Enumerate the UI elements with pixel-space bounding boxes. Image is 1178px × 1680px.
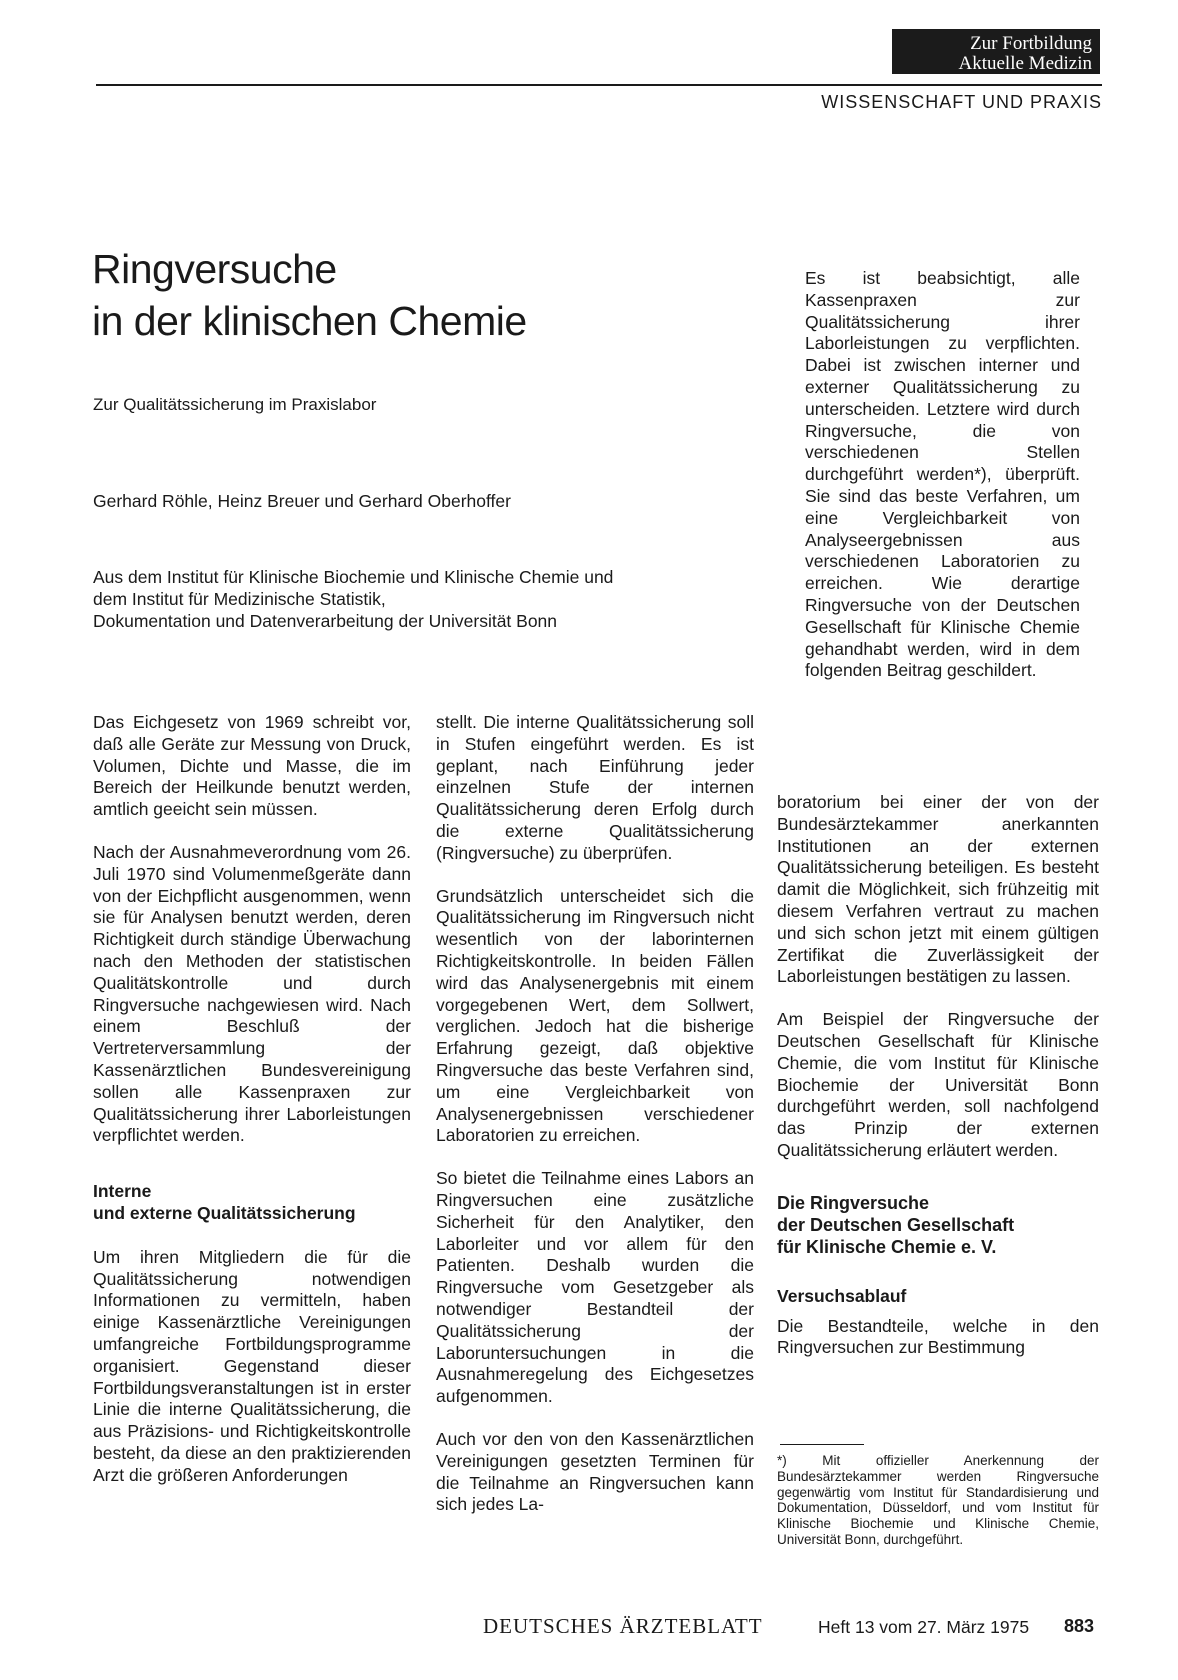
badge-line-2: Aktuelle Medizin	[958, 53, 1092, 74]
paragraph: Um ihren Mitgliedern die für die Qualitätssicherung notwendigen Informationen zu vermitteln, haben einige Kassenärztliche Vereinigungen umfangreiche Fortbildungsprogramme organisiert. Gegenstand dieser Fortbildungsveranstaltungen ist in erster Linie die interne Qualitätssicherung, die aus Präzisions- und Richtigkeitskontrolle besteht, da diese an den praktizierenden Arzt die größeren Anforderungen	[93, 1246, 411, 1485]
column-2	[436, 712, 754, 1537]
footnote-rule	[780, 1444, 864, 1445]
heading-line: für Klinische Chemie e. V.	[777, 1236, 997, 1257]
article-title	[92, 243, 732, 347]
paragraph: Auch vor den von den Kassenärztlichen Vereinigungen gesetzten Terminen für die Teilnahme an Ringversuchen kann sich jedes La-	[436, 1428, 754, 1515]
paragraph: boratorium bei einer der von der Bundesärztekammer anerkannten Institutionen an der externen Qualitätssicherung beteiligen. Es besteht damit die Möglichkeit, sich frühzeitig mit diesem Verfahren vertraut zu machen und sich schon jetzt mit einem gültigen Zertifikat die Zuverlässigkeit der Laborleistungen bestätigen zu lassen.	[777, 792, 1099, 987]
series-badge	[892, 29, 1100, 74]
paragraph: Grundsätzlich unterscheidet sich die Qualitätssicherung im Ringversuch nicht wesentlich von der laborinternen Richtigkeitskontrolle. In beiden Fällen wird das Analysenergebnis mit einem vorgegebenen Wert, dem Sollwert, verglichen. Jedoch hat die bisherige Erfahrung gezeigt, daß objektive Ringversuche das beste Verfahren sind, um eine Vergleichbarkeit von Analysenergebnissen verschiedener Laboratorien zu erreichen.	[436, 885, 754, 1146]
article-subtitle: Zur Qualitätssicherung im Praxislabor	[93, 395, 377, 414]
section-heading	[93, 1181, 411, 1225]
section-heading	[777, 1192, 1099, 1258]
subsection-heading: Versuchsablauf	[777, 1285, 907, 1306]
paragraph: Nach der Ausnahmeverordnung vom 26. Juli 1970 sind Volumenmeßgeräte dann von der Eichpflicht ausgenommen, wenn sie für Analysen benutzt werden, deren Richtigkeit durch ständige Überwachung nach den Methoden der statistischen Qualitätskontrolle und durch Ringversuche nachgewiesen wird. Nach einem Beschluß der Vertreterversammlung der Kassenärztlichen Bundesvereinigung sollen alle Kassenpraxen zur Qualitätssicherung ihrer Laborleistungen verpflichtet werden.	[93, 841, 411, 1146]
affiliation	[93, 566, 613, 632]
title-line-2: in der klinischen Chemie	[92, 298, 527, 344]
column-3	[777, 792, 1099, 1380]
paragraph: stellt. Die interne Qualitätssicherung soll in Stufen eingeführt werden. Es ist geplant, nach Einführung jeder einzelnen Stufe der internen Qualitätssicherung deren Erfolg durch die externe Qualitätssicherung (Ringversuche) zu überprüfen.	[436, 712, 754, 863]
heading-line: Die Ringversuche	[777, 1192, 930, 1213]
affiliation-line: dem Institut für Medizinische Statistik,	[93, 589, 386, 609]
journal-name: DEUTSCHES ÄRZTEBLATT	[483, 1614, 763, 1638]
header-rule	[96, 84, 1102, 86]
affiliation-line: Dokumentation und Datenverarbeitung der Universität Bonn	[93, 611, 558, 631]
issue-info: Heft 13 vom 27. März 1975	[818, 1617, 1030, 1637]
page-number: 883	[1064, 1616, 1095, 1636]
footnote: *) Mit offizieller Anerkennung der Bundesärztekammer werden Ringversuche gegenwärtig vom Institut für Standardisierung und Dokumentation, Düsseldorf, und vom Institut für Klinische Biochemie und Klinische Chemie, Universität Bonn, durchgeführt.	[777, 1453, 1099, 1547]
affiliation-line: Aus dem Institut für Klinische Biochemie und Klinische Chemie und	[93, 567, 614, 587]
column-1	[93, 712, 411, 1508]
badge-line-1: Zur Fortbildung	[970, 33, 1092, 54]
abstract-text: Es ist beabsichtigt, alle Kassenpraxen zur Qualitätssicherung ihrer Laborleistungen zu verpflichten. Dabei ist zwischen interner und externer Qualitätssicherung zu unterscheiden. Letztere wird durch Ringversuche, die von verschiedenen Stellen durchgeführt werden*), überprüft. Sie sind das beste Verfahren, um eine Vergleichbarkeit von Analyseergebnissen aus verschiedenen Laboratorien zu erreichen. Wie derartige Ringversuche von der Deutschen Gesellschaft für Klinische Chemie gehandhabt werden, wird in dem folgenden Beitrag geschildert.	[805, 268, 1080, 681]
heading-line: Interne	[93, 1181, 152, 1202]
paragraph: Die Bestandteile, welche in den Ringversuchen zur Bestimmung	[777, 1315, 1099, 1358]
section-label: WISSENSCHAFT UND PRAXIS	[821, 92, 1102, 112]
paragraph: So bietet die Teilnahme eines Labors an Ringversuchen eine zusätzliche Sicherheit für den Analytiker, den Laborleiter und vor allem für den Patienten. Deshalb wurden die Ringversuche vom Gesetzgeber als notwendiger Bestandteil der Qualitätssicherung der Laboruntersuchungen in die Ausnahmeregelung des Eichgesetzes aufgenommen.	[436, 1168, 754, 1407]
paragraph: Am Beispiel der Ringversuche der Deutschen Gesellschaft für Klinische Chemie, die vom Institut für Klinische Biochemie der Universität Bonn durchgeführt werden, soll nachfolgend das Prinzip der externen Qualitätssicherung erläutert werden.	[777, 1009, 1099, 1160]
heading-line: und externe Qualitätssicherung	[93, 1202, 356, 1223]
paragraph: Das Eichgesetz von 1969 schreibt vor, daß alle Geräte zur Messung von Druck, Volumen, Dichte und Masse, die im Bereich der Heilkunde benutzt werden, amtlich geeicht sein müssen.	[93, 712, 411, 820]
heading-line: der Deutschen Gesellschaft	[777, 1214, 1015, 1235]
title-line-1: Ringversuche	[92, 246, 337, 292]
abstract	[805, 268, 1080, 703]
article-authors: Gerhard Röhle, Heinz Breuer und Gerhard Oberhoffer	[93, 491, 511, 511]
